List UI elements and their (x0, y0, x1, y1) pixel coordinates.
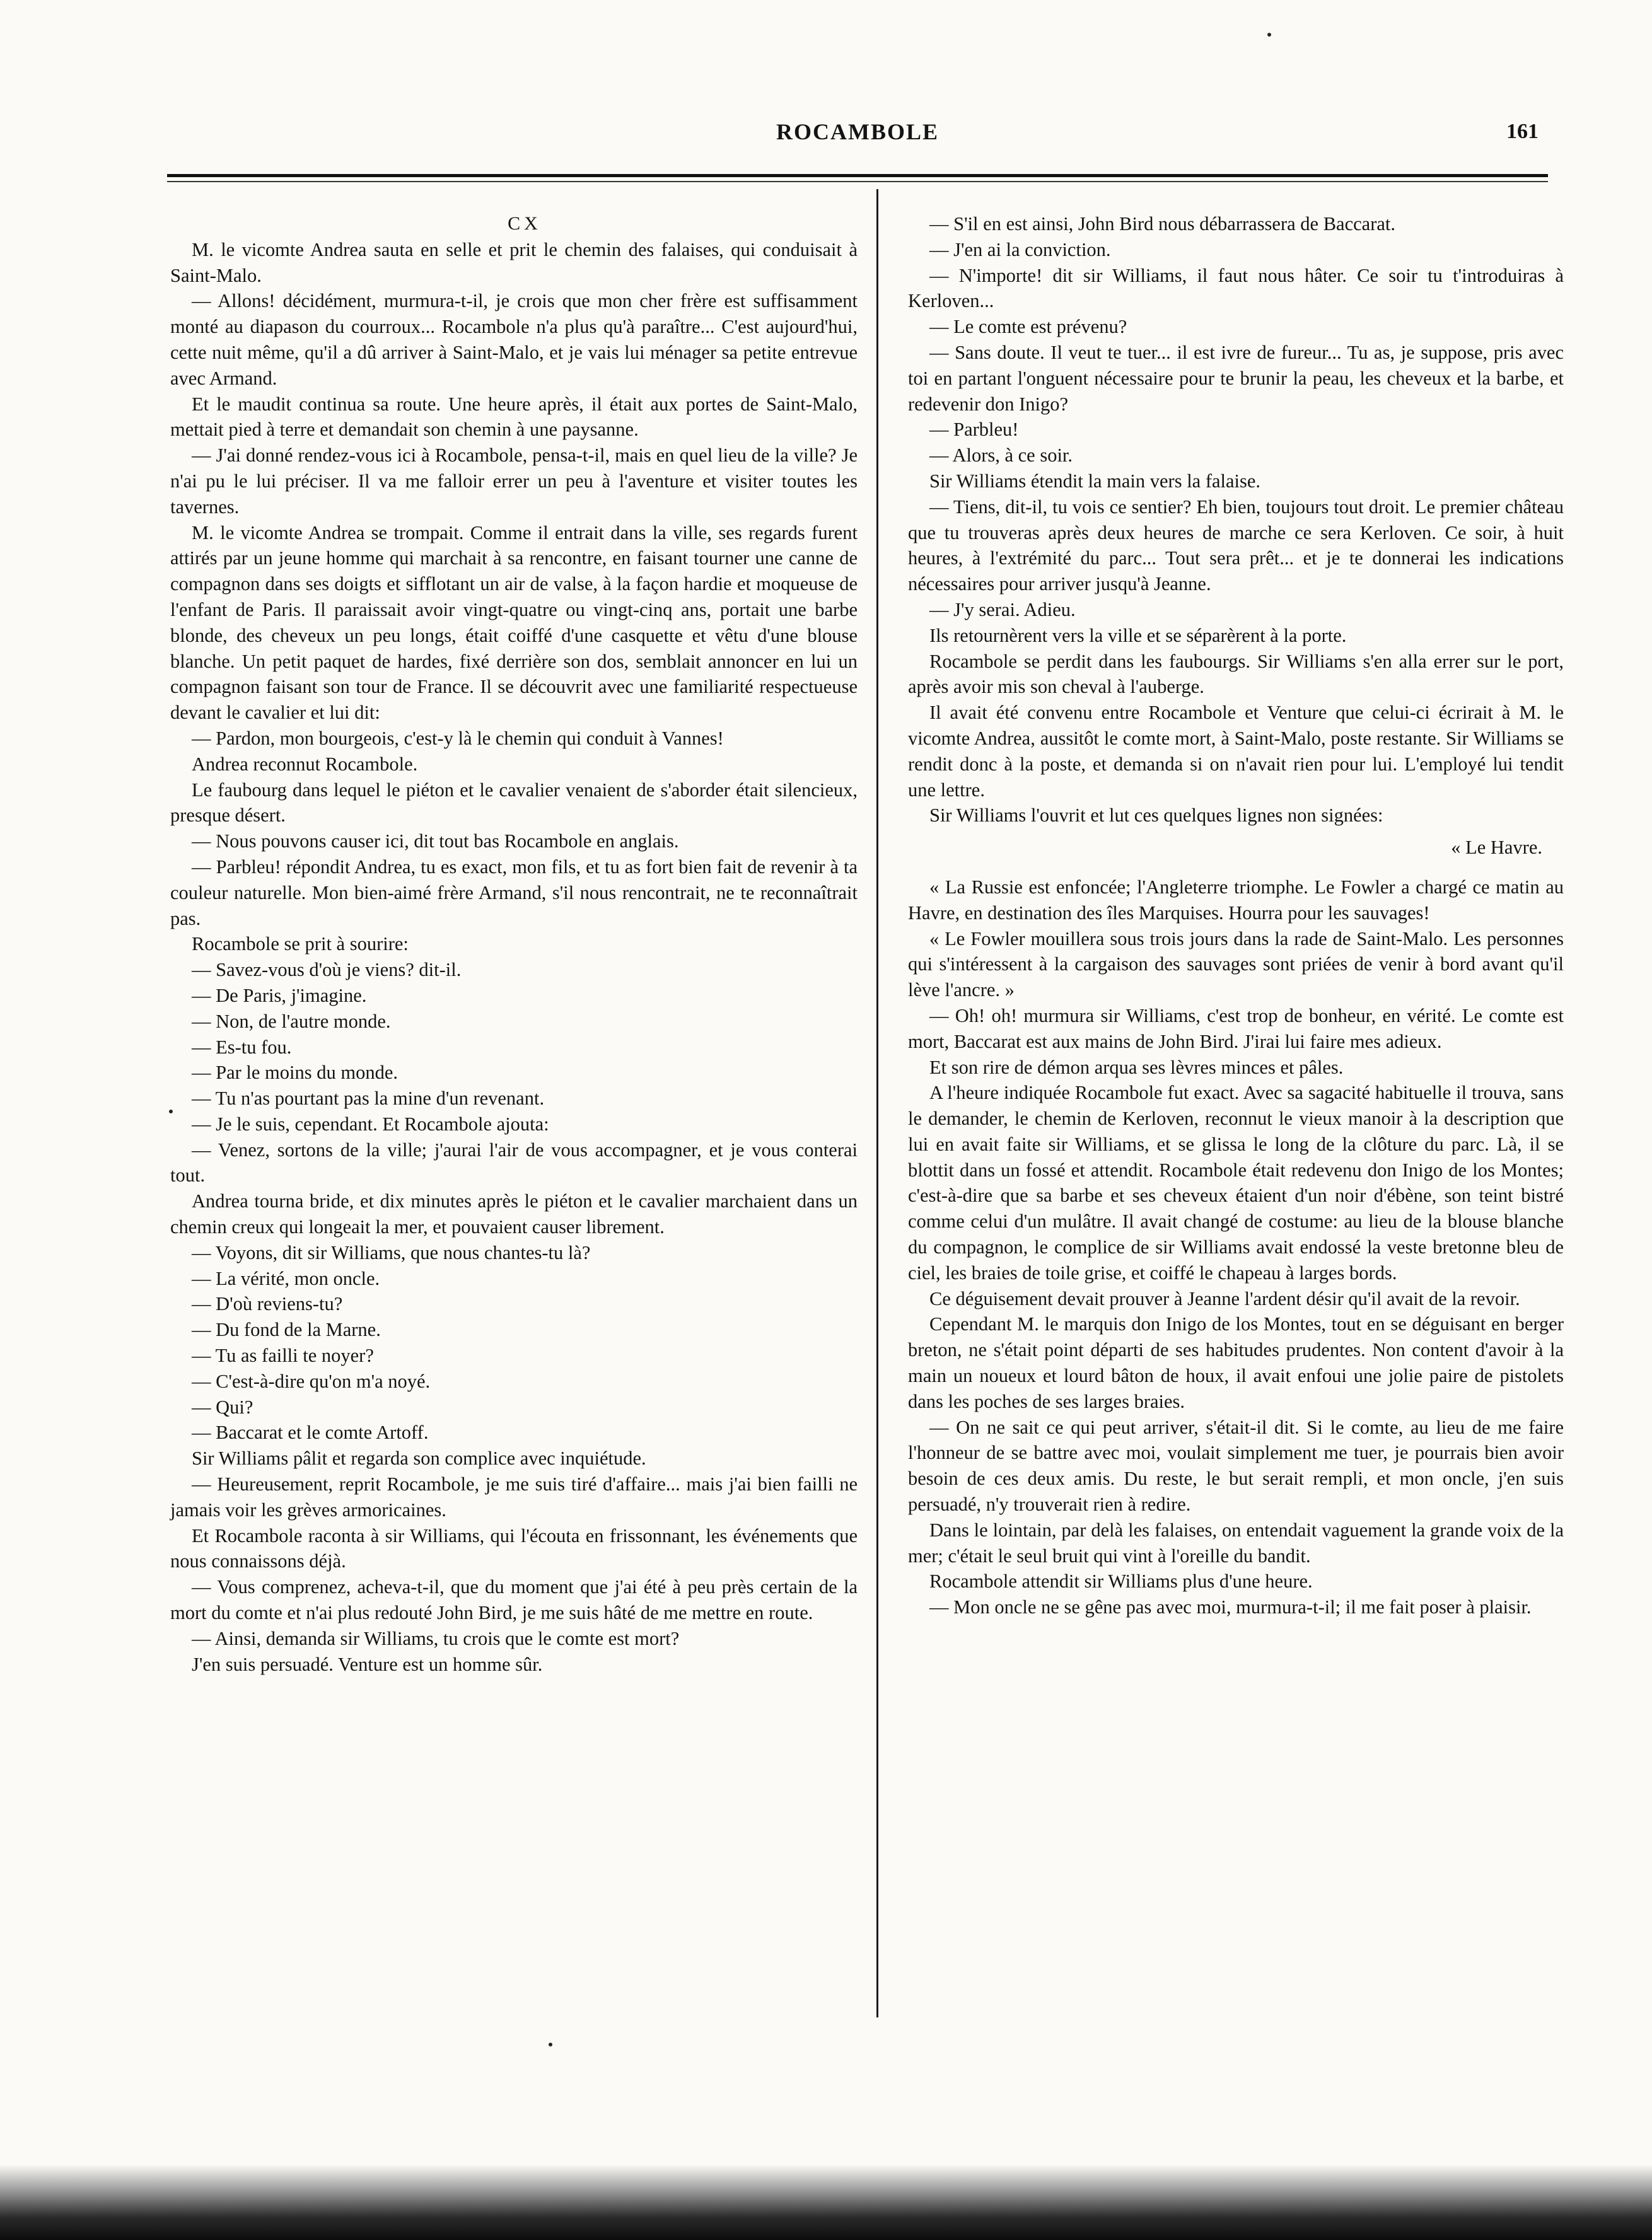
paragraph: — J'ai donné rendez-vous ici à Rocambole, pensa-t-il, mais en quel lieu de la ville? Je n'ai pu le lui préciser. Il va me falloir errer un peu à l'aventure et visiter toutes les tavernes. (170, 444, 858, 518)
paragraph: — S'il en est ainsi, John Bird nous débarrassera de Baccarat. (929, 213, 1395, 235)
paragraph: Et son rire de démon arqua ses lèvres minces et pâles. (929, 1056, 1344, 1078)
paragraph: — Du fond de la Marne. (192, 1319, 381, 1341)
paragraph: M. le vicomte Andrea se trompait. Comme il entrait dans la ville, ses regards furent attirés par un jeune homme qui marchait à sa rencontre, en faisant tourner une canne de compagnon dans ses doigts et sifflotant un air de valse, à la façon hardie et moqueuse de l'enfant de Paris. Il paraissait avoir vingt-quatre ou vingt-cinq ans, portait une barbe blonde, des cheveux un peu longs, était coiffé d'une casquette et vêtu d'une blouse blanche. Un petit paquet de hardes, fixé derrière son dos, semblait annoncer en lui un compagnon faisant son tour de France. Il se découvrit avec une familiarité respectueuse devant le cavalier et lui dit: (170, 521, 858, 724)
paragraph: — Parbleu! répondit Andrea, tu es exact, mon fils, et tu as fort bien fait de revenir à ta couleur naturelle. Mon bien-aimé frère Armand, s'il nous rencontrait, ne te reconnaîtrait pas. (170, 856, 858, 929)
paragraph: — Tu n'as pourtant pas la mine d'un revenant. (192, 1088, 545, 1110)
paragraph: — Le comte est prévenu? (929, 316, 1127, 338)
paragraph: Et le maudit continua sa route. Une heure après, il était aux portes de Saint-Malo, mettait pied à terre et demandait son chemin à une paysanne. (170, 393, 858, 441)
paragraph: — D'où reviens-tu? (192, 1293, 343, 1315)
paragraph: Andrea tourna bride, et dix minutes après le piéton et le cavalier marchaient dans un chemin creux qui longeait la mer, et pouvaient causer librement. (170, 1190, 858, 1238)
paragraph: — Voyons, dit sir Williams, que nous chantes-tu là? (192, 1241, 591, 1263)
header-rule (167, 174, 1548, 177)
paragraph: — Heureusement, reprit Rocambole, je me suis tiré d'affaire... mais j'ai bien failli ne jamais voir les grèves armoricaines. (170, 1473, 858, 1521)
paragraph: Et Rocambole raconta à sir Williams, qui l'écouta en frissonnant, les événements que nous connaissons déjà. (170, 1524, 858, 1572)
paragraph: — Tiens, dit-il, tu vois ce sentier? Eh bien, toujours tout droit. Le premier château que tu trouveras après deux heures de marche ce sera Kerloven. Ce soir, à huit heures, à l'extrémité du parc... Tout sera prêt... et je te donnerai les indications nécessaires pour arriver jusqu'à Jeanne. (908, 496, 1564, 595)
paragraph: « Le Fowler mouillera sous trois jours dans la rade de Saint-Malo. Les personnes qui s'intéressent à la cargaison des sauvages sont priées de venir à bord avant qu'il lève l'ancre. » (908, 927, 1564, 1001)
paragraph: — Mon oncle ne se gêne pas avec moi, murmura-t-il; il me fait poser à plaisir. (929, 1596, 1532, 1618)
paragraph: Rocambole se perdit dans les faubourgs. Sir Williams s'en alla errer sur le port, après avoir mis son cheval à l'auberge. (908, 650, 1564, 698)
scan-speck (169, 1110, 173, 1113)
paragraph: — Sans doute. Il veut te tuer... il est ivre de fureur... Tu as, je suppose, pris avec toi en partant l'onguent nécessaire pour te brunir la peau, les cheveux et la barbe, et redevenir don Inigo? (908, 341, 1564, 415)
paragraph: — Venez, sortons de la ville; j'aurai l'air de vous accompagner, et je vous conterai tout. (170, 1139, 858, 1187)
paragraph: — Je le suis, cependant. Et Rocambole ajouta: (192, 1113, 549, 1135)
paragraph: Ils retournèrent vers la ville et se séparèrent à la porte. (929, 624, 1347, 646)
paragraph: — Vous comprenez, acheva-t-il, que du moment que j'ai été à peu près certain de la mort du comte et n'ai plus redouté John Bird, je me suis hâté de me mettre en route. (170, 1576, 858, 1624)
paragraph: — Non, de l'autre monde. (192, 1010, 391, 1032)
paragraph: Dans le lointain, par delà les falaises, on entendait vaguement la grande voix de la mer; c'était le seul bruit qui vint à l'oreille du bandit. (908, 1519, 1564, 1567)
right-paragraphs-before-letter (908, 211, 1564, 828)
paragraph: — J'y serai. Adieu. (929, 598, 1076, 620)
paragraph: — La vérité, mon oncle. (192, 1267, 380, 1289)
paragraph: Rocambole attendit sir Williams plus d'une heure. (929, 1570, 1313, 1593)
paragraph: J'en suis persuadé. Venture est un homme sûr. (192, 1653, 543, 1675)
paragraph: — J'en ai la conviction. (929, 238, 1111, 260)
paragraph: — Pardon, mon bourgeois, c'est-y là le chemin qui conduit à Vannes! (192, 727, 724, 749)
header-rule-thin (167, 181, 1548, 182)
paragraph: — Oh! oh! murmura sir Williams, c'est trop de bonheur, en vérité. Le comte est mort, Baccarat est aux mains de John Bird. J'irai lui faire mes adieux. (908, 1004, 1564, 1052)
paragraph: M. le vicomte Andrea sauta en selle et prit le chemin des falaises, qui conduisait à Saint-Malo. (170, 238, 858, 286)
paragraph: — Alors, à ce soir. (929, 444, 1073, 467)
paragraph: — Qui? (192, 1396, 253, 1418)
paragraph: — Baccarat et le comte Artoff. (192, 1422, 429, 1444)
scan-speck (549, 2043, 552, 2046)
paragraph: Sir Williams étendit la main vers la falaise. (929, 470, 1261, 492)
running-title: ROCAMBOLE (776, 119, 939, 144)
paragraph: Sir Williams l'ouvrit et lut ces quelques lignes non signées: (929, 804, 1383, 827)
paragraph: Rocambole se prit à sourire: (192, 933, 409, 955)
paragraph: « La Russie est enfoncée; l'Angleterre triomphe. Le Fowler a chargé ce matin au Havre, en destination des îles Marquises. Hourra pour les sauvages! (908, 876, 1564, 924)
paragraph: A l'heure indiquée Rocambole fut exact. Avec sa sagacité habituelle il trouva, sans le demander, le chemin de Kerloven, reconnut le vieux manoir à la description que lui en avait faite sir Williams, et se glissa le long de la clôture du parc. Là, il se blottit dans un fossé et attendit. Rocambole était redevenu don Inigo de los Montes; c'est-à-dire que sa barbe et ses cheveux étaient d'un noir d'ébène, son teint bistré comme celui d'un mulâtre. Il avait changé de costume: au lieu de la blouse blanche du compagnon, le complice de sir Williams avait endossé la veste bretonne bleu de ciel, les braies de toile grise, et coiffé le chapeau à larges bords. (908, 1082, 1564, 1284)
paragraph: — Parbleu! (929, 419, 1019, 441)
paragraph: Sir Williams pâlit et regarda son complice avec inquiétude. (192, 1448, 646, 1470)
paragraph: Cependant M. le marquis don Inigo de los Montes, tout en se déguisant en berger breton, ne s'était point départi de ses habitudes prudentes. Non content d'avoir à la main un noueux et lourd bâton de houx, il avait enfoui une jolie paire de pistolets dans les poches de ses larges braies. (908, 1313, 1564, 1412)
paragraph: — Ainsi, demanda sir Williams, tu crois que le comte est mort? (192, 1627, 680, 1649)
page-number: 161 (1506, 120, 1539, 143)
paragraph: — Par le moins du monde. (192, 1062, 398, 1084)
chapter-heading: CX (508, 213, 542, 234)
column-divider (876, 189, 878, 2017)
paragraph: — De Paris, j'imagine. (192, 984, 367, 1006)
left-column (170, 211, 858, 1677)
scan-speck (1267, 33, 1271, 37)
paragraph: Ce déguisement devait prouver à Jeanne l'ardent désir qu'il avait de la revoir. (929, 1287, 1520, 1309)
paragraph: — Nous pouvons causer ici, dit tout bas Rocambole en anglais. (192, 830, 679, 852)
paragraph: — C'est-à-dire qu'on m'a noyé. (192, 1370, 431, 1392)
paragraph: — Allons! décidément, murmura-t-il, je crois que mon cher frère est suffisamment monté au diapason du courroux... Rocambole n'a plus qu'à paraître... C'est aujourd'hui, cette nuit même, qu'il a dû arriver à Saint-Malo, et je vais lui ménager sa petite entrevue avec Armand. (170, 290, 858, 389)
paragraph: Il avait été convenu entre Rocambole et Venture que celui-ci écrirait à M. le vicomte Andrea, aussitôt le comte mort, à Saint-Malo, poste restante. Sir Williams se rendit donc à la poste, et demanda si on n'avait rien pour lui. L'employé lui tendit une lettre. (908, 702, 1564, 801)
right-column (908, 211, 1564, 1620)
paragraph: — N'importe! dit sir Williams, il faut nous hâter. Ce soir tu t'introduiras à Kerloven... (908, 264, 1564, 312)
paragraph: — Savez-vous d'où je viens? dit-il. (192, 959, 462, 981)
paragraph: — On ne sait ce qui peut arriver, s'était-il dit. Si le comte, au lieu de me faire l'honneur de se battre avec moi, voulait simplement me tuer, je pourrais bien avoir besoin de ces deux amis. Du reste, le but serait rempli, et mon oncle, j'en suis persuadé, n'y trouverait rien à redire. (908, 1416, 1564, 1516)
scan-bottom-edge (0, 2164, 1652, 2240)
paragraph: Le faubourg dans lequel le piéton et le cavalier venaient de s'aborder était silencieux, presque désert. (170, 779, 858, 827)
paragraph: — Es-tu fou. (192, 1036, 292, 1058)
paragraph: — Tu as failli te noyer? (192, 1345, 374, 1367)
letter-dateline: « Le Havre. (1451, 837, 1542, 859)
paragraph: Andrea reconnut Rocambole. (192, 753, 418, 775)
right-paragraphs-after-letter (908, 874, 1564, 1620)
running-head (177, 119, 1539, 156)
left-paragraphs (170, 237, 858, 1678)
